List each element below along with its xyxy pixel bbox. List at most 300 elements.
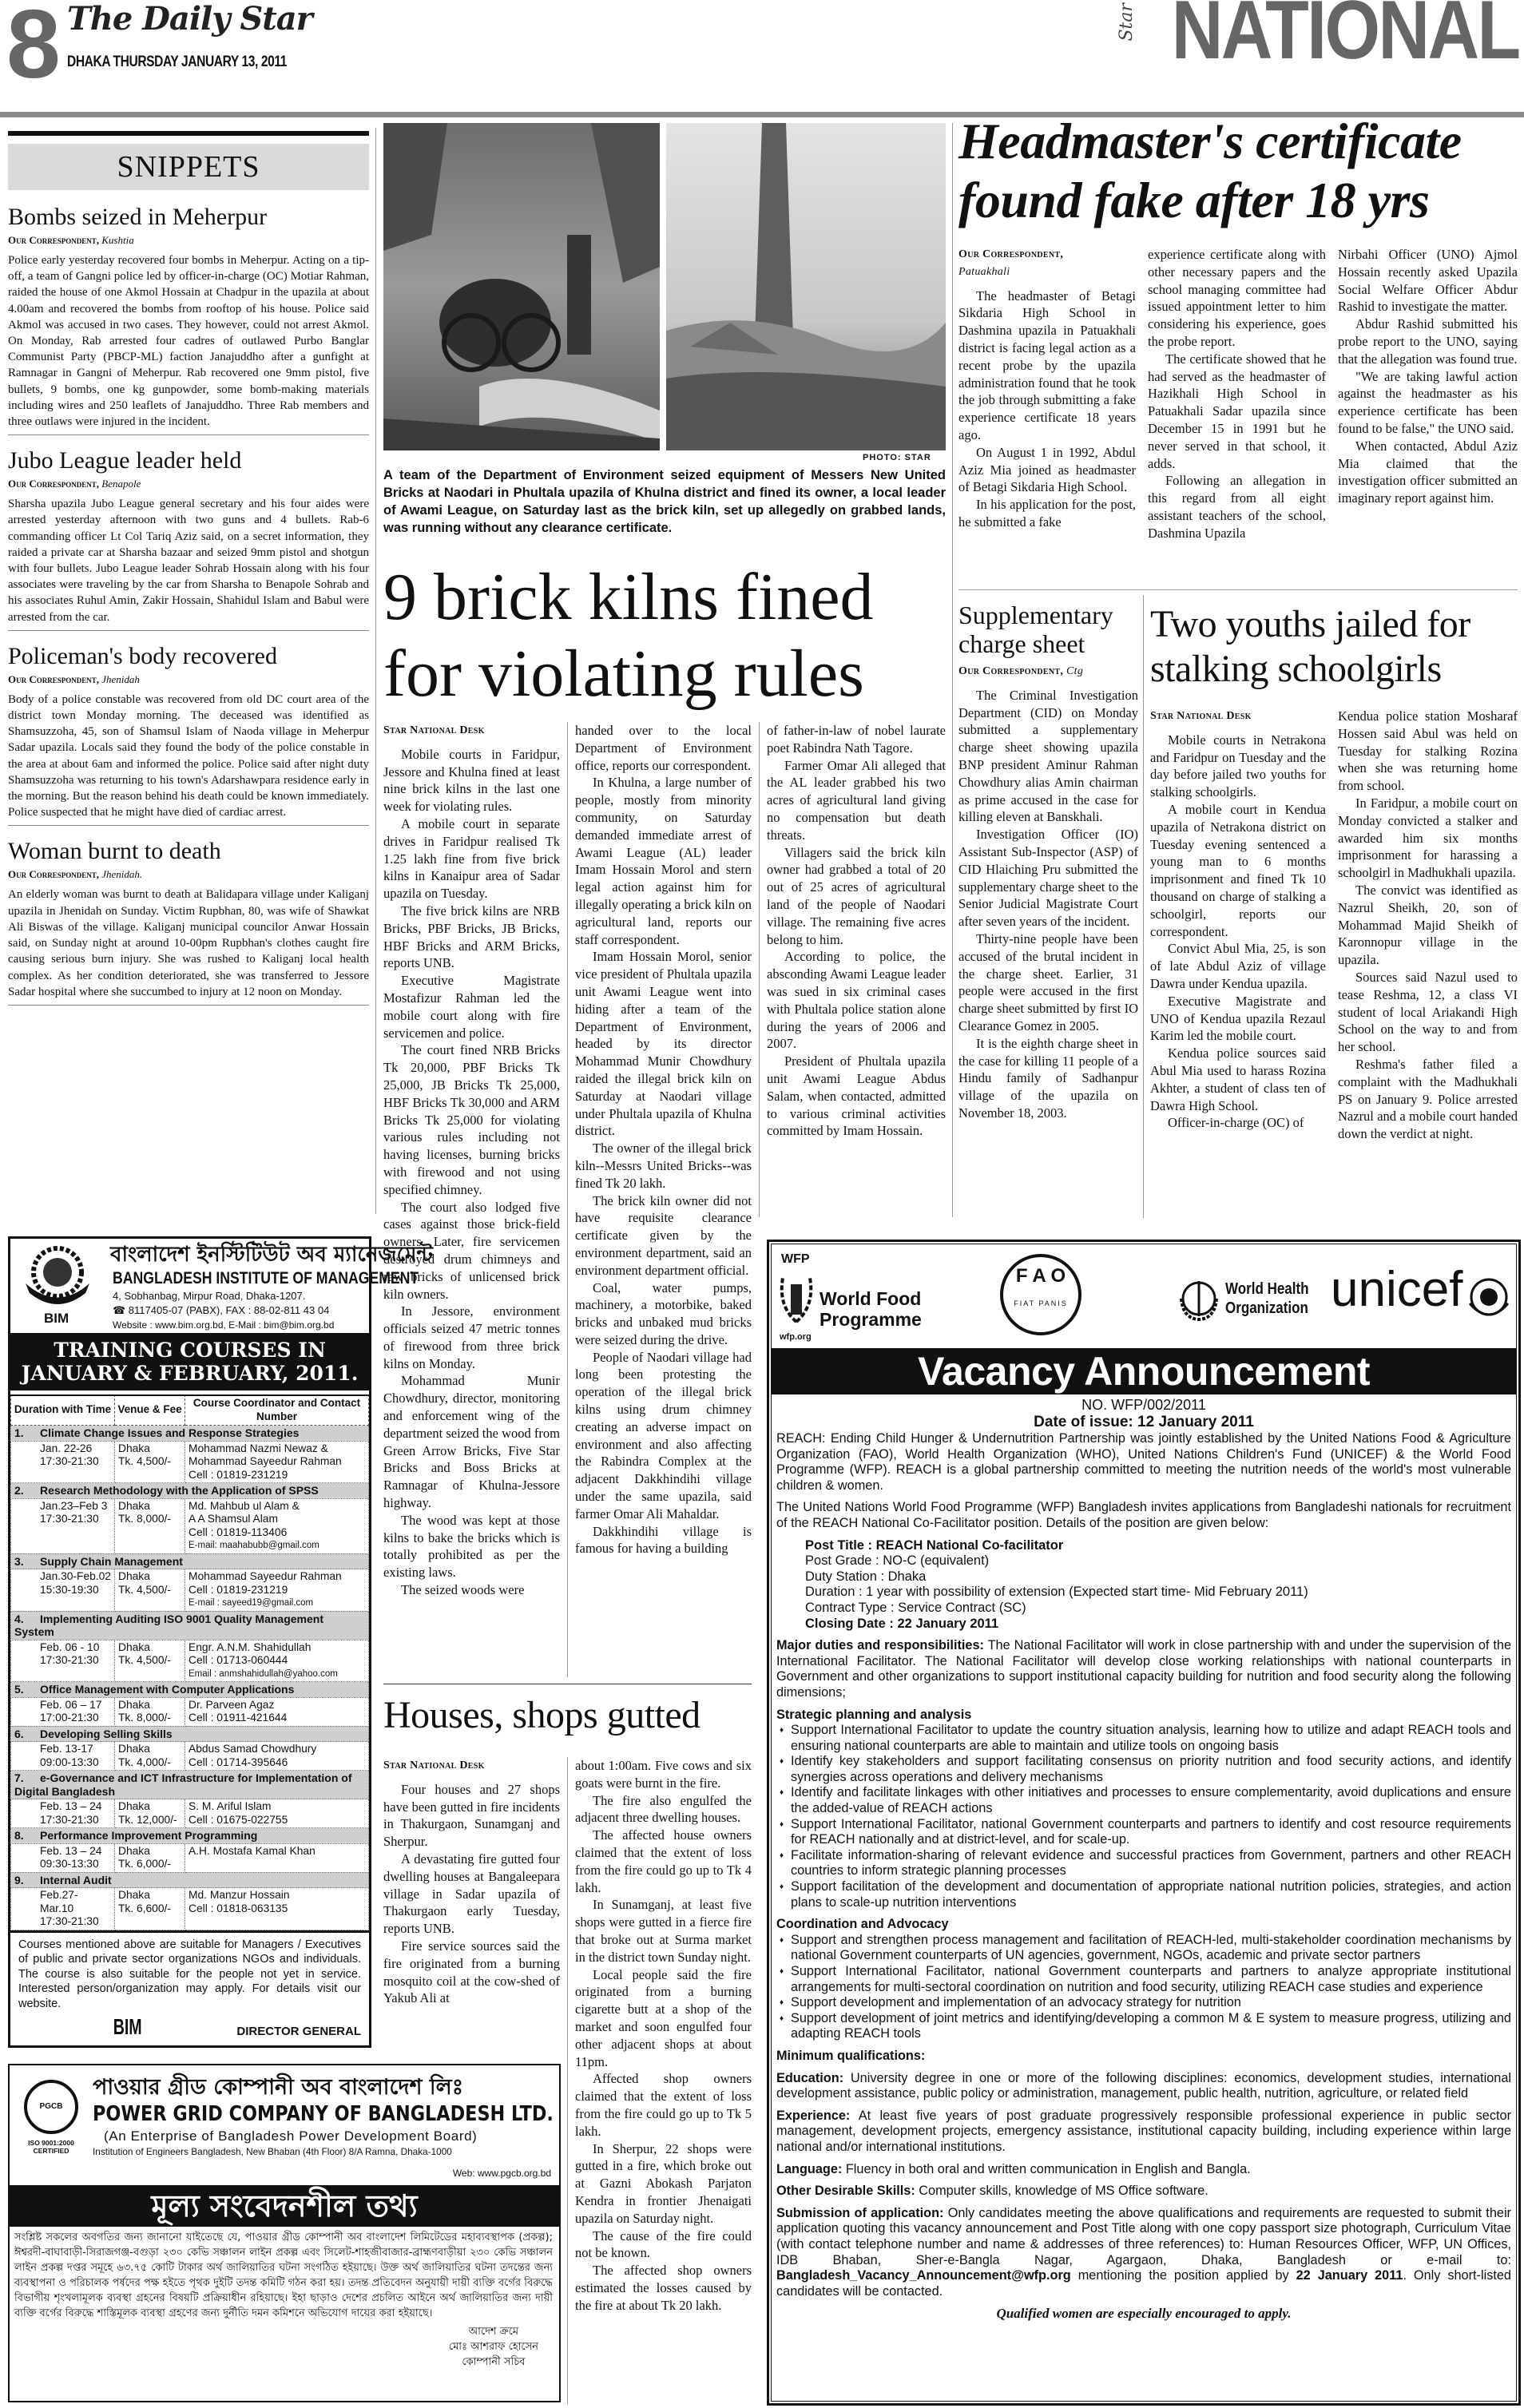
vacancy-body: [772, 1431, 1516, 2322]
section-star-logo: Star: [1117, 3, 1137, 42]
byline: Star National Desk: [1150, 710, 1252, 722]
fao-motto: FIAT PANIS: [1014, 1299, 1068, 1307]
course-duration: [11, 1742, 115, 1771]
qualification-text: Fluency in both oral and written communication in English and Bangla.: [845, 2161, 1251, 2176]
snippet-text: Body of a police constable was recovered from old DC court area of the district town Monday morning. The deceased was identified as Shamsuzzoha, 45, son of Shamsul Islam of Naoda village in Meherpur Sadar upazila. Locals said they found the body of the police constable in the area at about 6am and informed the police. Police said after night duty Shamsuzzoha was returning to his town's Adarshawpara residence early in the morning. But the reason behind his death could be known immediately. Police suspected that he might have died of cardiac arrest.: [8, 692, 369, 819]
duration-time: 17:30-21:30: [40, 1915, 99, 1927]
column-text: [1148, 246, 1326, 542]
strategic-list: [776, 1723, 1511, 1910]
fao-letters: F A O: [1015, 1265, 1066, 1287]
qualification-label: Other Desirable Skills:: [776, 2184, 915, 2199]
course-title-cell: [11, 1426, 369, 1442]
byline-text: Our Correspondent,: [8, 672, 100, 685]
course-title: Office Management with Computer Applications: [40, 1683, 295, 1696]
pgcb-address: Institution of Engineers Bangladesh, New Bhaban (4th Floor) 8/A Ramna, Dhaka-1000: [93, 2146, 452, 2157]
fee: Tk. 8,000/-: [118, 1513, 171, 1525]
duration-time: 17:30-21:30: [40, 1654, 99, 1666]
paragraph: When contacted, Abdul Aziz Mia claimed that the investigation officer submitted an imaginary report against him.: [1338, 438, 1518, 506]
contact-line: Cell : 01819-231219: [189, 1468, 288, 1481]
closing-date: Closing Date : 22 January 2011: [805, 1616, 999, 1631]
headmaster-column-3: [1338, 246, 1518, 581]
qualification-item: [776, 2071, 1511, 2102]
byline-place: Ctg: [1066, 665, 1084, 677]
contact-line: Email : anmshahidullah@yahoo.com: [189, 1668, 338, 1679]
paragraph: According to police, the absconding Awami League leader was sued in six criminal cases with Phultala police station alone during the years of 2006 and 2007.: [767, 949, 946, 1052]
duration-time: 09:00-13:30: [40, 1755, 99, 1768]
pgcb-notice-advertisement: [8, 2064, 561, 2402]
course-title: Performance Improvement Programming: [40, 1829, 258, 1842]
byline-place: Patuakhali: [958, 265, 1010, 278]
paragraph: A mobile court in separate drives in Faridpur realised Tk 1.25 lakh fine from five brick kilns in Kanaipur area of Sadar upazila on Tuesday.: [383, 815, 560, 902]
pgcb-logo: PGCB: [24, 2080, 78, 2134]
column-text: [767, 722, 946, 1140]
byline-text: Our Correspondent,: [8, 478, 100, 490]
fee: Tk. 4,500/-: [118, 1583, 171, 1596]
course-venue: [115, 1742, 185, 1771]
contract-type: Contract Type : Service Contract (SC): [805, 1600, 1026, 1615]
course-number: 8.: [14, 1829, 24, 1842]
duration-dates: Feb. 13 – 24: [40, 1844, 102, 1857]
contact-line: Dr. Parveen Agaz: [189, 1698, 275, 1711]
contact-line: Cell : 01714-395646: [189, 1755, 288, 1768]
duty-station: Duty Station : Dhaka: [805, 1569, 927, 1584]
byline-text: Our Correspondent,: [8, 868, 100, 881]
submission-text: Only candidates meeting the above qualifications and requirements are requested to submit their application quoting this vacancy announcement and Post Title along with one copy passport size photograph, Curriculum Vitae (with contact telephone number and name & addresses of three references) to: Human Resources Officer, WFP, UN Offices, IDB Bhaban, Sher-e-Bangla Nagar, Agargaon, Dhaka, Bangladesh or e-mail to:: [776, 2205, 1511, 2267]
paragraph: The brick kiln owner did not have requisite clearance certificate given by the environment department, said an environment department official.: [575, 1192, 752, 1278]
post-grade: Post Grade : NO-C (equivalent): [805, 1553, 990, 1569]
contact-line: Engr. A.N.M. Shahidullah: [189, 1640, 312, 1653]
column-text: [383, 746, 560, 1599]
byline-text: Our Correspondent,: [8, 234, 100, 246]
course-venue: [115, 1498, 185, 1553]
who-emblem-icon: [1175, 1275, 1223, 1323]
paragraph: The certificate showed that he had served as the headmaster of Hazikhali High School in Patuakhali Sadar upazila since December 15 in 1991 but he never served in that school, it adds.: [1148, 351, 1326, 471]
application-email-link[interactable]: Bangladesh_Vacancy_Announcement@wfp.org: [776, 2268, 1071, 2283]
paragraph: Executive Magistrate and UNO of Kendua upazila Rezaul Karim led the mobile court.: [1150, 993, 1326, 1044]
list-item: ♦ Support International Facilitator, national Government counterparts and partners to analyze appropriate institutional arrangements for multi-sectoral coordination on nutrition and food security, utilizing REACH case studies and experience: [776, 1964, 1511, 1995]
qualification-text: At least five years of post graduate progressively responsible professional experience in public sector management, development projects, emergency assistance, institutional capacity building, including experience within large national and/or international institutions.: [776, 2108, 1511, 2154]
course-title: Internal Audit: [40, 1873, 112, 1886]
course-venue: [115, 1569, 185, 1612]
fee: Tk. 12,000/-: [118, 1813, 177, 1826]
strategic-heading: Strategic planning and analysis: [776, 1707, 972, 1722]
brick-kilns-column-3: [767, 722, 946, 1217]
paragraph: The court fined NRB Bricks Tk 20,000, PBF Bricks Tk 25,000, JB Bricks Tk 25,000, HBF Bricks Tk 30,000 and ARM Bricks Tk 25,000 for violating various rules including not having licenses, burning bricks with firewood and not using specified chimney.: [383, 1042, 560, 1197]
duration-time: 17:30-21:30: [40, 1455, 99, 1467]
bim-banner: TRAINING COURSES IN JANUARY & FEBRUARY, 2011.: [10, 1335, 369, 1394]
course-contact: [185, 1498, 369, 1553]
table-row: [11, 1441, 369, 1483]
column-text: [1338, 246, 1518, 507]
brick-kilns-column-2: [575, 722, 752, 1677]
bim-signature: [10, 2016, 369, 2038]
contact-line: Cell : 01911-421644: [189, 1712, 288, 1724]
brick-kiln-equipment-photo: [383, 123, 660, 450]
course-title-row: [11, 1872, 369, 1888]
qualifications-list: [776, 2071, 1511, 2200]
fee: Tk. 4,500/-: [118, 1654, 171, 1666]
column-text: [575, 722, 752, 1557]
paragraph: handed over to the local Department of Environment office, reports our correspondent.: [575, 723, 752, 773]
column-divider: [567, 1757, 568, 2404]
venue: Dhaka: [118, 1800, 150, 1812]
contact-line: Cell : 01713-060444: [189, 1654, 288, 1666]
qualification-label: Experience:: [776, 2108, 851, 2123]
byline-place: Jhenidah: [101, 672, 140, 685]
course-venue: [115, 1697, 185, 1726]
duration-dates: Feb. 13-17: [40, 1743, 93, 1755]
deadline: 22 January 2011: [1296, 2268, 1403, 2283]
snippet-item: [8, 837, 369, 1005]
snippet-byline: [8, 233, 369, 248]
course-number: 5.: [14, 1683, 24, 1696]
paragraph: Investigation Officer (IO) Assistant Sub-Inspector (ASP) of CID Hlaiching Pru submitted the supplementary charge sheet to the Senior Judicial Magistrate Court after seven years of the incident.: [958, 827, 1138, 930]
bim-phone: ☎ 8117405-07 (PABX), FAX : 88-02-811 43 04: [113, 1304, 330, 1316]
duration-time: 09:30-13:30: [40, 1858, 99, 1870]
course-contact: [185, 1843, 369, 1872]
paragraph: In Sherpur, 22 shops were gutted in a fire, which broke out at Gazni Abokash Parjaton Kendra in frontier Jhenaigati upazila on Saturday night.: [575, 2140, 752, 2226]
list-item: ♦ Support and strengthen process management and facilitation of REACH-led, multi-stakeholder coordination mechanisms by national Government counterparts of UN agencies, government, NGOs, academic and private sector partners: [776, 1933, 1511, 1964]
paragraph: Local people said the fire originated from a burning cigarette butt at a shop of the market and soon engulfed four other adjacent shops at about 11pm.: [575, 1966, 752, 2069]
course-duration: [11, 1441, 115, 1483]
paragraph: In Jessore, environment officials seized 47 metric tonnes of firewood from three brick kilns on Monday.: [383, 1303, 560, 1371]
course-duration: [11, 1569, 115, 1612]
wfp-footer-note: Qualified women are especially encouraged to apply.: [996, 2306, 1292, 2322]
table-row: [11, 1697, 369, 1726]
bim-address: 4, Sobhanbag, Mirpur Road, Dhaka-1207.: [113, 1290, 306, 1302]
pgcb-website[interactable]: Web: www.pgcb.org.bd: [452, 2168, 551, 2179]
bim-footer-note: Courses mentioned above are suitable for Managers / Executives of public and private sector organizations NGOs and individuals. The course is also suitable for the people not yet in service. Interested person/organization may apply. For details visit our website.: [10, 1930, 369, 2017]
course-title: Implementing Auditing ISO 9001 Quality Management System: [14, 1612, 323, 1638]
byline-place: Jhenidah.: [101, 868, 143, 881]
paragraph: about 1:00am. Five cows and six goats were burnt in the fire.: [575, 1758, 752, 1791]
column-divider: [759, 722, 760, 1217]
bim-website[interactable]: Website : www.bim.org.bd, E-Mail : bim@bim.org.bd: [113, 1319, 335, 1331]
courses-table-body: [11, 1426, 369, 1930]
contact-line: Cell : 01819-113406: [189, 1525, 288, 1538]
course-duration: [11, 1799, 115, 1828]
venue: Dhaka: [118, 1442, 150, 1454]
paragraph: Four houses and 27 shops have been gutted in fire incidents in Thakurgaon, Sunamganj and Sherpur.: [383, 1781, 560, 1850]
pgcb-name: POWER GRID COMPANY OF BANGLADESH LTD.: [93, 2102, 554, 2126]
duration-dates: Jan.23–Feb 3: [40, 1499, 108, 1512]
paragraph: Imam Hossain Morol, senior vice president of Phultala upazila unit Awami League went into hiding after a team of the Department of Environment, headed by its director Mohammad Munir Chowdhury raided the illegal brick kiln on Saturday at Naodari village under Phultala upazila of Khulna district.: [575, 949, 752, 1139]
wfp-wreath-icon: [776, 1270, 816, 1326]
houses-column-2: [575, 1757, 752, 2402]
submission-text: mentioning the position applied by: [1078, 2268, 1289, 2283]
page-number: 8: [6, 0, 61, 98]
snippet-item: [8, 203, 369, 435]
course-contact: [185, 1742, 369, 1771]
brick-kiln-chimney-photo: [666, 123, 946, 450]
snippet-headline: Policeman's body recovered: [8, 642, 277, 669]
pgcb-banner: মূল্য সংবেদনশীল তথ্য: [10, 2185, 559, 2227]
course-number: 4.: [14, 1612, 24, 1625]
snippet-item: [8, 446, 369, 631]
course-title-row: [11, 1828, 369, 1844]
paragraph: The court also lodged five cases against those brick-field owners. Later, fire servicemen destroyed drum chimneys and raw bricks of unlicensed brick kiln owners.: [383, 1199, 560, 1302]
duties-paragraph: [776, 1638, 1511, 1700]
bim-name-bengali: বাংলাদেশ ইনস্টিটিউট অব ম্যানেজমেন্ট: [110, 1243, 433, 1267]
venue: Dhaka: [118, 1698, 150, 1711]
list-item: ♦ Support development of joint metrics and identifying/developing a common M & E system to measure progress, utilizing and adapting REACH tools: [776, 2011, 1511, 2042]
paragraph: Mohammad Munir Chowdhury, director, monitoring and enforcement wing of the department seized the wood from Green Arrow Bricks, Five Star Bricks and Boss Bricks at Ramnagar of Khulna-Jessore highway.: [383, 1373, 560, 1511]
unicef-emblem-icon: [1465, 1275, 1513, 1323]
paragraph: It is the eighth charge sheet in the case for killing 11 people of a Hindu family of Sadhanpur village of the upazila on November 18, 2003.: [958, 1035, 1138, 1121]
who-name: World Health Organization: [1225, 1280, 1309, 1317]
post-details: [776, 1538, 1511, 1632]
course-number: 2.: [14, 1484, 24, 1497]
bim-header: [10, 1239, 433, 1335]
paragraph: Abdur Rashid submitted his probe report to the UNO, saying that the allegation was found true.: [1338, 316, 1518, 367]
section-divider: [958, 589, 1518, 590]
contact-line: Md. Manzur Hossain: [189, 1889, 290, 1901]
duration-dates: Jan.30-Feb.02: [40, 1570, 111, 1582]
paragraph: Convict Abul Mia, 25, is son of late Abdul Aziz of village Dawra under Kendua upazila.: [1150, 941, 1326, 991]
venue: Dhaka: [118, 1743, 150, 1755]
venue: Dhaka: [118, 1844, 150, 1857]
qualification-item: [776, 2184, 1511, 2200]
photo-caption: A team of the Department of Environment seized equipment of Messers New United Bricks at Naodari in Phultala upazila of Khulna district and fined its owner, a local leader of Awami League, on Saturday last as the brick kiln, set up allegedly on grabbed lands, was running without any clearance certificate.: [383, 468, 946, 535]
table-row: [11, 1888, 369, 1930]
course-title-cell: [11, 1726, 369, 1742]
contact-line: A.H. Mostafa Kamal Khan: [189, 1844, 316, 1857]
course-title: Supply Chain Management: [40, 1554, 183, 1568]
column-header-coordinator: Course Coordinator and Contact Number: [185, 1395, 369, 1426]
paragraph: In Sunamganj, at least five shops were gutted in a fierce fire that broke out at Surma market in the district town Sunday night.: [575, 1897, 752, 1965]
bim-abbr: BIM: [44, 1311, 69, 1326]
pgcb-subtitle: (An Enterprise of Bangladesh Power Development Board): [104, 2128, 478, 2144]
paragraph: The fire also engulfed the adjacent three dwelling houses.: [575, 1792, 752, 1826]
course-contact: [185, 1799, 369, 1828]
column-text: [1150, 732, 1326, 1132]
snippet-text: An elderly woman was burnt to death at Balidapara village under Kaliganj upazila in Jhenidah on Sunday. Victim Rupbhan, 80, was wife of Shawkat Ali Biswas of the village. Kaliganj municipal councilor Anwar Hossain said, on Sunday night at around 10-00pm Rupbhan's clothes caught fire causing serious burn injury. She was rushed to Kaliganj local health complex. As her condition deteriorated, she was transferred to Jessore Sadar hospital where she succumbed to injury at 12 noon on Monday.: [8, 888, 369, 998]
fee: Tk. 6,000/-: [118, 1858, 171, 1870]
bim-name: BANGLADESH INSTITUTE OF MANAGEMENT: [113, 1269, 419, 1287]
byline-text: Our Correspondent,: [958, 665, 1064, 677]
wfp-vacancy-advertisement: [768, 1241, 1519, 2404]
contact-line: Mohammad Nazmi Newaz &: [189, 1442, 328, 1454]
paragraph: The headmaster of Betagi Sikdaria High School in Dashmina upazila in Patuakhali district is facing legal action as a recent probe by the upazila administration found that he took the job through submitting a fake experience certificate 18 years ago.: [958, 288, 1136, 442]
course-title-cell: [11, 1682, 369, 1698]
paragraph: Affected shop owners claimed that the extent of loss from the fire could go up to Tk 5 lakh.: [575, 2071, 752, 2139]
paragraph: The cause of the fire could not be known.: [575, 2227, 752, 2261]
column-divider: [1143, 595, 1144, 1218]
course-duration: [11, 1697, 115, 1726]
table-row: [11, 1569, 369, 1612]
paragraph: The Criminal Investigation Department (CID) on Monday submitted a supplementary charge sheet showing upazila BNP president Aminur Rahman Chowdhury alias Amin chairman as prime accused in the case for killing eleven at Banskhali.: [958, 687, 1138, 825]
venue: Dhaka: [118, 1889, 150, 1901]
qualification-text: Computer skills, knowledge of MS Office software.: [919, 2184, 1208, 2199]
course-duration: [11, 1888, 115, 1930]
venue: Dhaka: [118, 1640, 150, 1653]
paragraph: On August 1 in 1992, Abdul Aziz Mia joined as headmaster of Betagi Sikdaria High School.: [958, 444, 1136, 495]
duties-label: Major duties and responsibilities:: [776, 1638, 984, 1653]
course-title-cell: [11, 1872, 369, 1888]
course-title-cell: [11, 1611, 369, 1640]
houses-column-1: [383, 1757, 560, 2057]
section-title: NATIONAL: [1172, 0, 1519, 77]
column-text: [1338, 708, 1518, 1143]
paragraph: The convict was identified as Nazrul Sheikh, 20, son of Mohammad Majid Sheikh of Karonnopur village in the upazila.: [1338, 882, 1518, 968]
course-title-row: [11, 1682, 369, 1698]
course-title: Climate Change Issues and Response Strategies: [40, 1426, 300, 1439]
paragraph: Farmer Omar Ali alleged that the AL leader grabbed his two acres of agricultural land giving no compensation but death threats.: [767, 757, 946, 843]
vacancy-banner: Vacancy Announcement: [772, 1348, 1516, 1394]
paragraph: Villagers said the brick kiln owner had grabbed a total of 20 out of 25 acres of agricultural land of the people of Naodari village. The remaining five acres belong to him.: [767, 844, 946, 947]
column-divider: [952, 123, 953, 1217]
paragraph: A devastating fire gutted four dwelling houses at Bangaleepara village in Sadar upazila of Thakurgaon early Tuesday, reports UNB.: [383, 1851, 560, 1937]
duration-dates: Feb. 06 – 17: [40, 1698, 102, 1711]
unicef-name: unicef: [1331, 1262, 1463, 1317]
snippet-headline: Bombs seized in Meherpur: [8, 204, 268, 230]
course-number: 6.: [14, 1727, 24, 1740]
paragraph: The five brick kilns are NRB Bricks, PBF Bricks, JB Bricks, HBF Bricks and ARM Bricks, reports UNB.: [383, 903, 560, 971]
list-item: ♦ Identify and facilitate linkages with other initiatives and processes to ensure complementarity, avoid duplications and ensure the added-value of REACH actions: [776, 1785, 1511, 1816]
snippet-item: [8, 642, 369, 827]
list-item: ♦ Support development and implementation of an advocacy strategy for nutrition: [776, 1995, 1511, 2011]
paragraph: Coal, water pumps, machinery, a motorbike, baked bricks and unbaked mud bricks were seized during the drive.: [575, 1279, 752, 1347]
fee: Tk. 4,500/-: [118, 1455, 171, 1467]
paragraph: Reshma's father filed a complaint with the Madhukhali PS on January 9. Police arrested Nazrul and a mobile court handed down the verdict at night.: [1338, 1056, 1518, 1142]
houses-headline: Houses, shops gutted: [383, 1694, 700, 1736]
vacancy-number: NO. WFP/002/2011: [1081, 1397, 1206, 1413]
course-duration: [11, 1843, 115, 1872]
paragraph: The owner of the illegal brick kiln--Messrs United Bricks--was fined Tk 20 lakh.: [575, 1141, 752, 1191]
youths-column-2: [1338, 708, 1518, 1214]
fee: Tk. 6,600/-: [118, 1902, 171, 1914]
paragraph: In his application for the post, he submitted a fake: [958, 497, 1136, 530]
headmaster-column-2: [1148, 246, 1326, 581]
course-title: e-Governance and ICT Infrastructure for Implementation of Digital Bangladesh: [14, 1771, 352, 1798]
course-contact: [185, 1888, 369, 1930]
paragraph: Sources said Nazul used to tease Reshma, 12, a class VI student of local Ariakandi High School on the way to and from her school.: [1338, 969, 1518, 1055]
venue: Dhaka: [118, 1570, 150, 1582]
pgcb-notice-text: সংশ্লিষ্ট সকলের অবগতির জন্য জানানো যাইতেছে যে, পাওয়ার গ্রীড কোম্পানী অব বাংলাদেশ লিমিটেডের মহাব্যবস্থাপক (প্রকল্প); ঈশ্বরদী-বাঘাবাড়ী-সিরাজগঞ্জ-বগুড়া ২৩০ কেভি সঞ্চালন লাইন প্রকল্প এবং সিলেট-শাহজীবাজার-ব্রাহ্মণবাড়ীয়া ২৩০ কেভি সঞ্চালন লাইন প্রকল্প দপ্তর সমূহে ৬৩.৭৫ কোটি টাকার অর্থ জালিয়াতির ঘটনা সংগঠিত হইয়াছে। উক্ত অর্থ জালিয়াতির ঘটনা তদন্তের জন্য ব্যবস্থাপনা ও পরিচালক পর্ষদের পক্ষ হইতে পৃথক দুইটি তদন্ত কমিটি গঠন করা হয়। তদন্ত প্রতিবেদন অনুযায়ী দায়ী ব্যক্তি বর্গের বিরুদ্ধে বিভাগীয় শৃংখলামূলক ব্যবস্থা গ্রহনের বিষয়টি প্রক্রিয়াধীন রহিয়াছে। ইহা ছাড়াও দেশের প্রচলিত আইনে অর্থ জালিয়াতির জন্য দায়ী ব্যক্তি বর্গের বিরুদ্ধে শাস্তিমূলক ব্যবস্থা গ্রহণের জন্য দুর্নীতি দমন কমিশনে অভিযোগ দায়ের করা হইয়াছে।: [14, 2231, 553, 2319]
pgcb-name-bengali: পাওয়ার গ্রীড কোম্পানী অব বাংলাদেশ লিঃ: [93, 2075, 464, 2100]
course-venue: [115, 1799, 185, 1828]
brick-kilns-column-1: [383, 722, 560, 1677]
fee: Tk. 4,000/-: [118, 1755, 171, 1768]
paragraph: In Faridpur, a mobile court on Monday convicted a stalker and awarded him six months imprisonment for harassing a schoolgirl in Madhukhali upazila.: [1338, 795, 1518, 881]
course-title-cell: [11, 1771, 369, 1799]
column-text: [958, 687, 1138, 1122]
post-title: Post Title : REACH National Co-facilitator: [805, 1537, 1064, 1553]
contact-line: Abdus Samad Chowdhury: [189, 1743, 317, 1755]
byline: [958, 246, 1136, 281]
youths-headline: Two youths jailed for stalking schoolgirls: [1150, 603, 1470, 690]
course-title-cell: [11, 1828, 369, 1844]
course-duration: [11, 1498, 115, 1553]
list-item: ♦ Facilitate information-sharing of relevant evidence and successful practices from Government, partners and other REACH countries to inform strategic planning processes: [776, 1848, 1511, 1879]
qualification-label: Education:: [776, 2070, 844, 2085]
headmaster-column-1: [958, 246, 1136, 581]
column-divider: [375, 128, 376, 1214]
paragraph: The affected shop owners estimated the losses caused by the fire at about Tk 20 lakh.: [575, 2263, 752, 2313]
youths-column-1: [1150, 708, 1326, 1214]
course-contact: [185, 1697, 369, 1726]
contact-line: Cell : 01818-063135: [189, 1902, 288, 1914]
contact-line: Cell : 01675-022755: [189, 1813, 288, 1826]
course-number: 1.: [14, 1426, 24, 1439]
paragraph: Executive Magistrate Mostafizur Rahman led the mobile court along with fire servicemen and police.: [383, 973, 560, 1041]
column-text: [958, 288, 1136, 531]
list-item: ♦ Identify key stakeholders and support facilitating consensus on priority nutrition and food security actions, and identify synergies across operations and delivery mechanisms: [776, 1754, 1511, 1785]
photo-credit: PHOTO: STAR: [863, 453, 931, 462]
table-row: [11, 1640, 369, 1682]
table-row: [11, 1498, 369, 1553]
course-duration: [11, 1640, 115, 1682]
pgcb-notice-content: [14, 2230, 553, 2399]
course-venue: [115, 1843, 185, 1872]
byline-text: Our Correspondent,: [958, 248, 1064, 260]
dateline: DHAKA THURSDAY JANUARY 13, 2011: [67, 54, 288, 70]
column-text: [383, 1781, 560, 2007]
course-contact: [185, 1569, 369, 1612]
photo-image: [666, 123, 946, 450]
snippet-headline: Woman burnt to death: [8, 838, 221, 865]
paragraph: President of Phultala upazila unit Awami League Abdus Salam, when contacted, admitted to various criminal activities committed by Imam Hossain.: [767, 1053, 946, 1139]
fao-logo: [1000, 1254, 1081, 1335]
wfp-name: World Food Programme: [820, 1288, 922, 1330]
paragraph: Kendua police sources said Abul Mia used to harass Rozina Akhter, a student of class ten of Dawra High School.: [1150, 1045, 1326, 1113]
supplementary-headline: Supplementary charge sheet: [958, 601, 1113, 658]
duration-time: 15:30-19:30: [40, 1583, 99, 1596]
table-row: [11, 1843, 369, 1872]
duration-dates: Jan. 22-26: [40, 1442, 93, 1454]
course-title-row: [11, 1426, 369, 1442]
paragraph: Officer-in-charge (OC) of: [1168, 1115, 1304, 1131]
paragraph: Mobile courts in Netrakona and Faridpur on Tuesday and the day before jailed two youths for stalking schoolgirls.: [1150, 732, 1326, 800]
intro-paragraph: REACH: Ending Child Hunger & Undernutrition Partnership was jointly established by the United Nations Food & Agriculture Organization (FAO), World Health Organization (WHO), United Nations Children's Fund (UNICEF) & the World Food Programme (WFP). REACH is a global partnership committed to meeting the nutrition needs of the world's most vulnerable children & women.: [776, 1431, 1511, 1493]
list-item: ♦ Support International Facilitator, national Government counterparts and partners to identify and cost resource requirements for REACH nationally and at district-level, and for scale-up.: [776, 1817, 1511, 1848]
course-title-cell: [11, 1483, 369, 1499]
contact-line: Mohammad Sayeedur Rahman: [189, 1455, 342, 1467]
byline: Star National Desk: [383, 724, 485, 736]
course-title-row: [11, 1771, 369, 1799]
snippet-byline: [8, 477, 369, 491]
duration-time: 17:30-21:30: [40, 1813, 99, 1826]
masthead-logo: The Daily Star: [67, 0, 312, 38]
paragraph: A mobile court in Kendua upazila of Netrakona district on Tuesday evening sentenced a young man to 6 months imprisonment and fined Tk 10 thousand on charge of stalking a schoolgirl, reports our correspondent.: [1150, 801, 1326, 939]
snippet-text: Sharsha upazila Jubo League general secretary and his four aides were arrested yesterday afternoon with two guns and 4 bullets. Rab-6 commanding officer Lt Col Tariq Aziz said, on a secret information, they raided a private car at Sharsha bazaar and seized 9mm pistol and shotgun with four bullets. Jubo League leader Sohrab Hossain along with his four associates were traveling by the car from Sharsha to Benapole Sohrab and his associates Ruhul Amin, Zakir Hossain, Shahidul Islam and Babul were arrested from the car.: [8, 498, 369, 624]
partner-logos: [772, 1244, 1516, 1348]
signature-line: আদেশ ক্রমে: [468, 2326, 519, 2338]
duties-text: The National Facilitator will work in close partnership with and under the supervision of the International Facilitator. The National Facilitator will develop close working relationships with national counterparts in Government and other organizations to support institutional capacity building for nutrition and food security along the following dimensions;: [776, 1638, 1511, 1700]
qualification-item: [776, 2162, 1511, 2178]
pgcb-signature: [449, 2324, 538, 2370]
course-venue: [115, 1888, 185, 1930]
paragraph: Fire service sources said the fire originated from a burning mosquito coil at the cow-shed of Yakub Ali at: [383, 1938, 560, 2006]
signature-title: কোম্পানী সচিব: [462, 2356, 526, 2368]
table-row: [11, 1799, 369, 1828]
snippets-box: [8, 131, 369, 1206]
paragraph: Following an allegation in this regard from all eight assistant teachers of the school, Dashmina Upazila: [1148, 473, 1326, 541]
wfp-url: wfp.org: [780, 1332, 812, 1342]
paragraph: The wood was kept at those kilns to bake the bricks which is totally prohibited as per the existing laws.: [383, 1512, 560, 1581]
intro-paragraph: The United Nations World Food Programme (WFP) Bangladesh invites applications from Bangladeshi nationals for recruitment of the REACH National Co-Facilitator position. Details of the position are given below:: [776, 1500, 1511, 1530]
list-item: ♦ Support facilitation of the development and documentation of appropriate national nutrition policies, strategies, and action plans to scale-up nutrition interventions: [776, 1879, 1511, 1910]
column-text: [575, 1757, 752, 2315]
course-venue: [115, 1441, 185, 1483]
snippets-list: [8, 203, 369, 1006]
qualification-label: Language:: [776, 2161, 843, 2176]
course-number: 3.: [14, 1554, 24, 1568]
table-header-row: [11, 1395, 369, 1426]
contact-line: E-mail: maahabubb@gmail.com: [189, 1541, 319, 1550]
contact-line: Cell : 01819-231219: [189, 1583, 288, 1596]
course-venue: [115, 1640, 185, 1682]
